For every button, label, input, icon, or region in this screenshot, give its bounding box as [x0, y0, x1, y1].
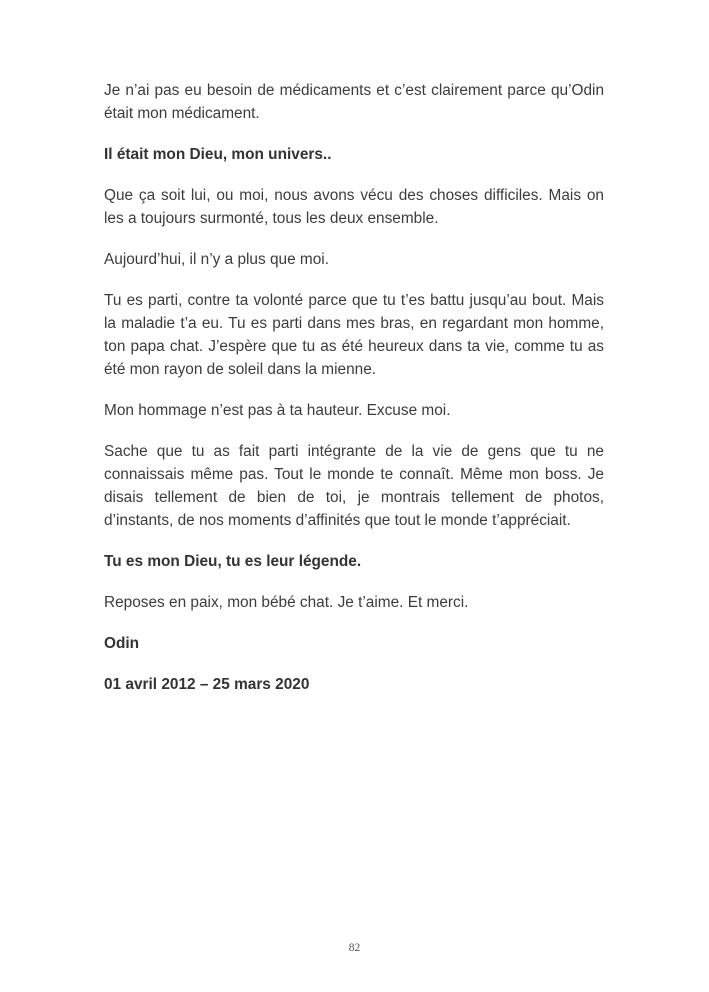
paragraph-only-me: Aujourd’hui, il n’y a plus que moi.	[104, 251, 329, 268]
paragraph-rest-in-peace: Reposes en paix, mon bébé chat. Je t’aime. Et merci.	[104, 594, 469, 611]
paragraph-everyone-knew-you: Sache que tu as fait parti intégrante de la vie de gens que tu ne connaissais même pas. Tout le monde te connaît. Même mon boss. Je disais tellement de bien de toi, je montrais tellement de photos, d’instants, de nos moments d’affinités que tout le monde t’appréciait.	[104, 443, 604, 529]
paragraph-dates: 01 avril 2012 – 25 mars 2020	[104, 676, 310, 693]
paragraph-name: Odin	[104, 635, 140, 652]
paragraph-you-left: Tu es parti, contre ta volonté parce que tu t’es battu jusqu’au bout. Mais la maladie t’a eu. Tu es parti dans mes bras, en regardant mon homme, ton papa chat. J’espère que tu as été heureux dans ta vie, comme tu as été mon rayon de soleil dans la mienne.	[104, 292, 604, 378]
paragraph-tribute: Mon hommage n’est pas à ta hauteur. Excuse moi.	[104, 402, 451, 419]
paragraph-god-universe: Il était mon Dieu, mon univers..	[104, 146, 332, 163]
page-body	[104, 79, 604, 714]
paragraph-medication: Je n’ai pas eu besoin de médicaments et c’est clairement parce qu’Odin était mon médicament.	[104, 82, 604, 122]
page-number: 82	[348, 942, 361, 954]
paragraph-difficult-things: Que ça soit lui, ou moi, nous avons vécu des choses difficiles. Mais on les a toujours surmonté, tous les deux ensemble.	[104, 187, 604, 227]
paragraph-legend: Tu es mon Dieu, tu es leur légende.	[104, 553, 362, 570]
